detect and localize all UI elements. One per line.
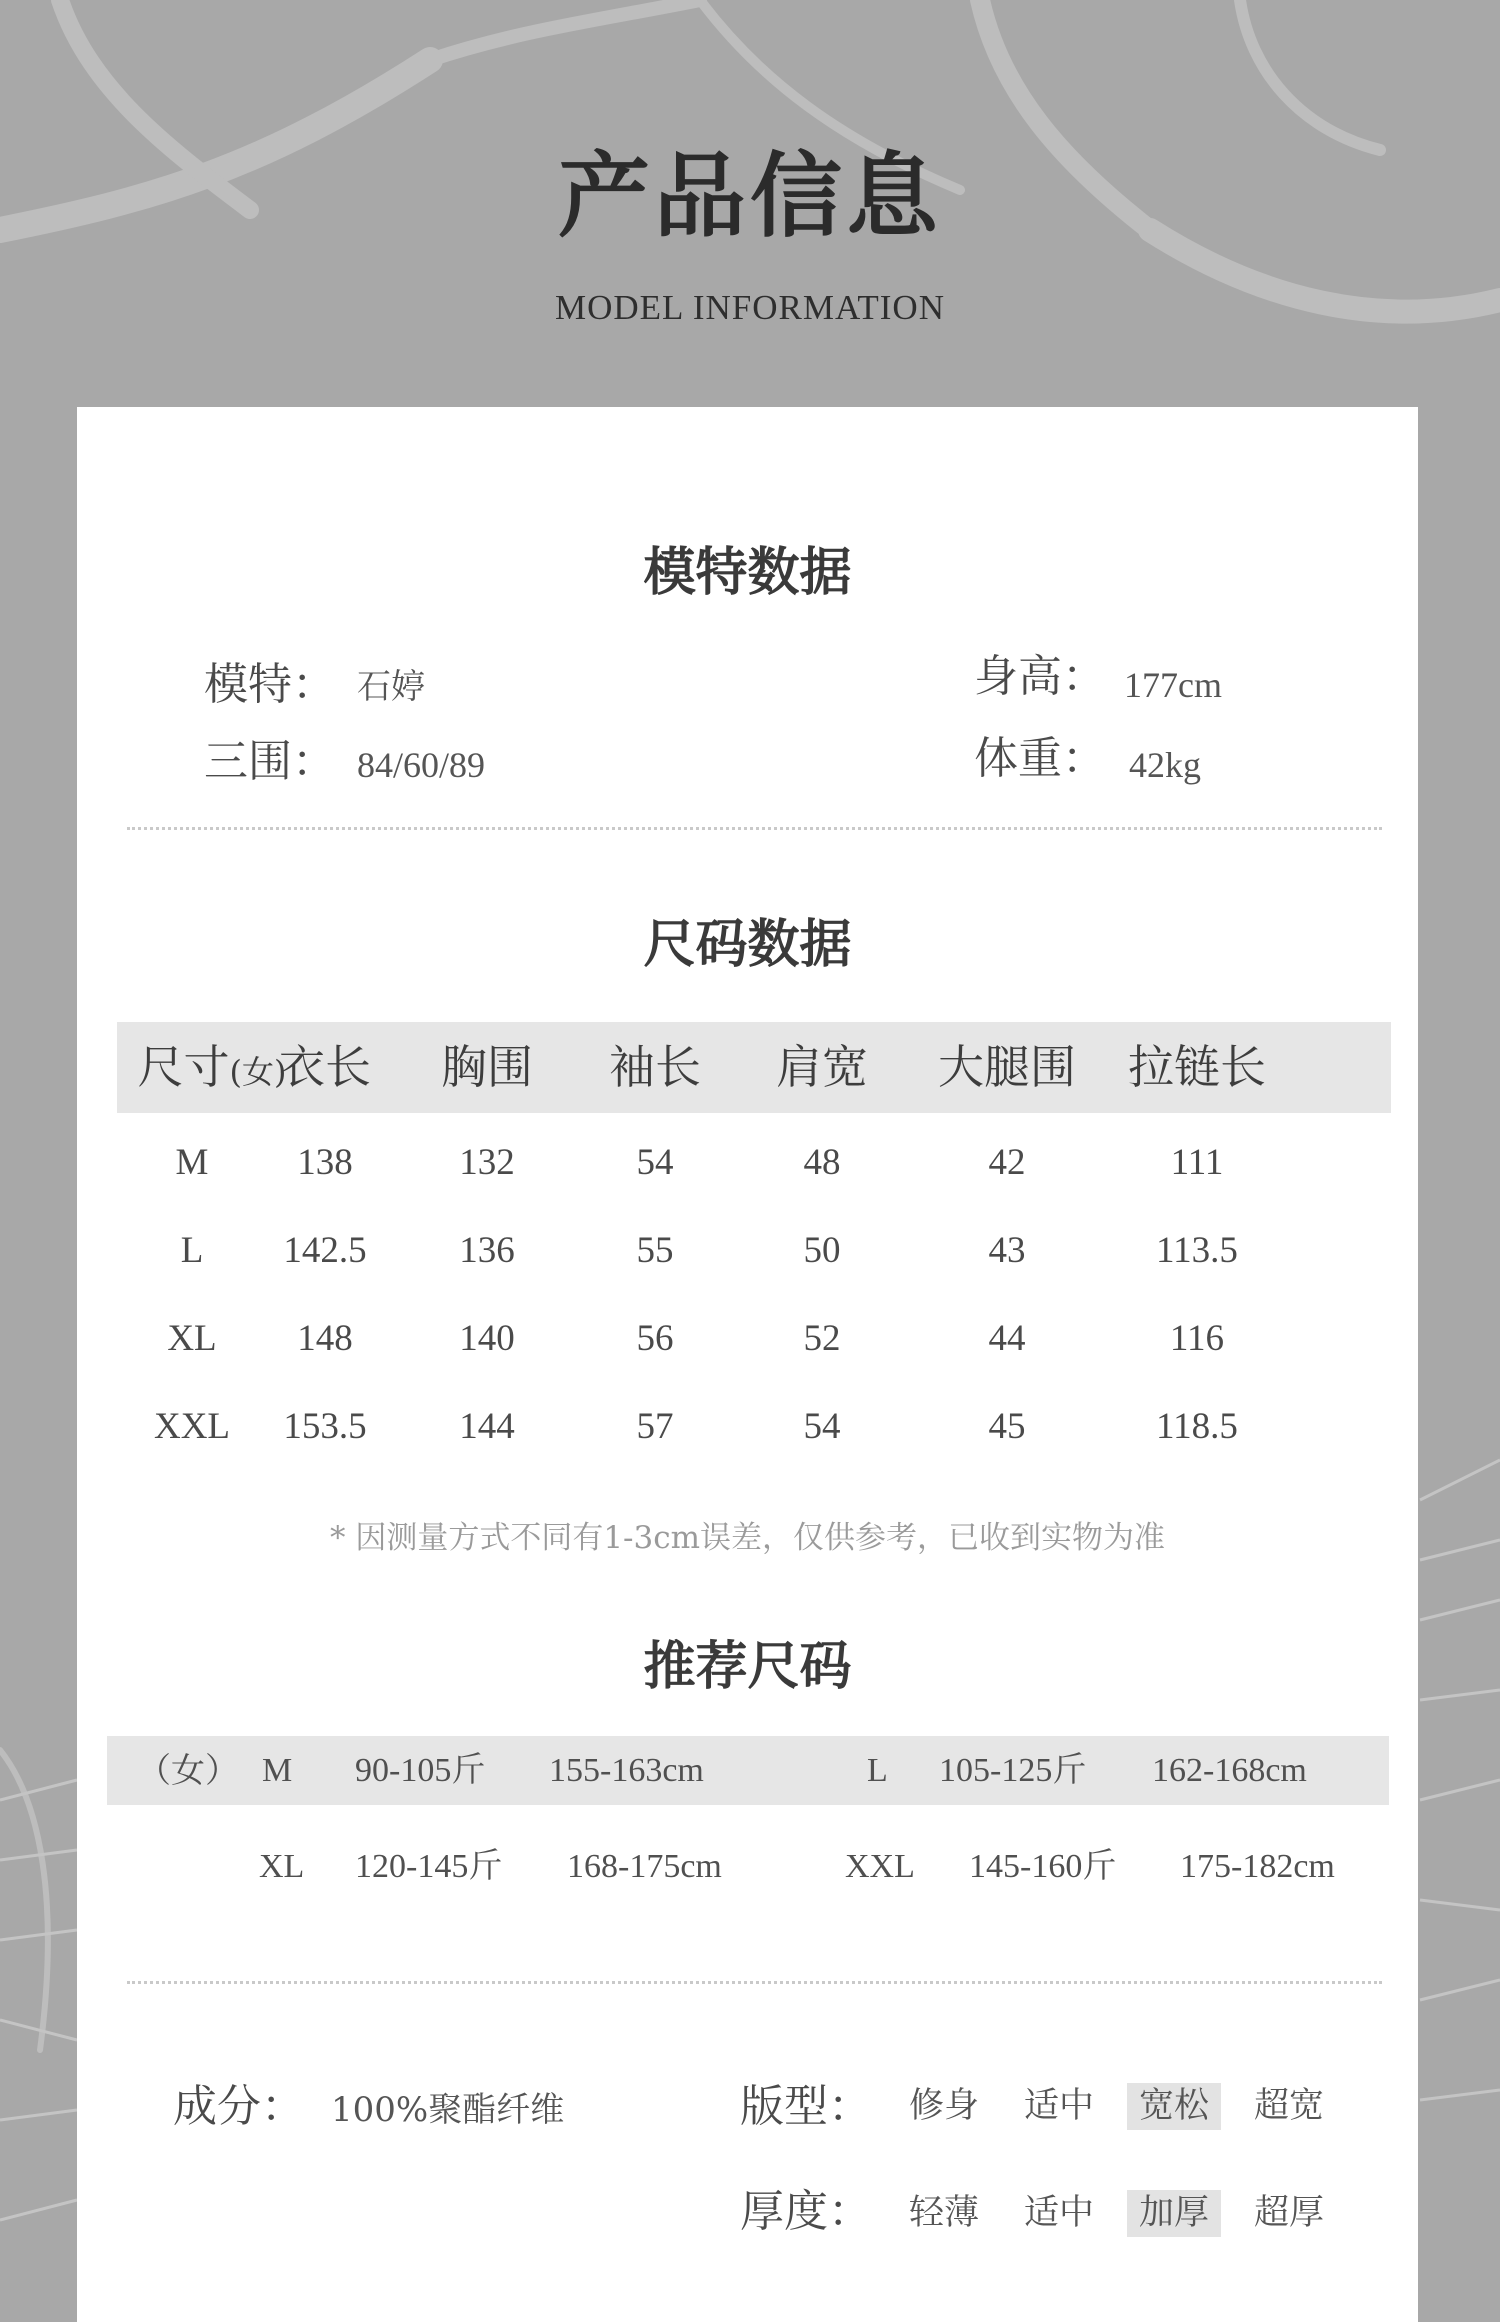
cell-shoulder: 54: [803, 1406, 841, 1447]
cell-thigh: 43: [988, 1230, 1026, 1271]
cell-sleeve: 56: [636, 1318, 674, 1359]
thickness-option: 轻薄: [909, 2193, 980, 2233]
divider: [127, 827, 1382, 830]
rec-size: XL: [259, 1848, 305, 1885]
measurements-value: 84/60/89: [357, 745, 486, 785]
cell-shoulder: 50: [803, 1230, 841, 1271]
fit-option-selected: 宽松: [1127, 2083, 1221, 2130]
rec-height: 168-175cm: [567, 1848, 722, 1885]
thickness-option: 适中: [1024, 2193, 1095, 2233]
header-length: 衣长: [279, 1040, 371, 1094]
table-row: [117, 1397, 1391, 1457]
cell-shoulder: 48: [803, 1142, 841, 1183]
cell-zipper: 116: [1169, 1318, 1225, 1359]
size-section-title: 尺码数据: [643, 914, 852, 975]
fit-label: 版型：: [740, 2081, 872, 2132]
cell-size: XL: [167, 1318, 217, 1359]
thickness-option-selected: 加厚: [1127, 2190, 1221, 2237]
table-row: [117, 1221, 1391, 1281]
cell-chest: 140: [459, 1318, 515, 1359]
cell-length: 142.5: [283, 1230, 367, 1271]
rec-height: 162-168cm: [1152, 1752, 1307, 1789]
recommend-section-title: 推荐尺码: [643, 1636, 852, 1697]
cell-sleeve: 55: [636, 1230, 674, 1271]
material-value: 100%聚酯纤维: [331, 2090, 565, 2130]
cell-sleeve: 54: [636, 1142, 674, 1183]
info-card: [77, 407, 1418, 2322]
cell-chest: 132: [459, 1142, 515, 1183]
divider: [127, 1981, 1382, 1984]
header-thigh: 大腿围: [938, 1040, 1076, 1094]
cell-size: L: [180, 1230, 204, 1271]
header-size: 尺寸(女): [137, 1040, 287, 1094]
cell-chest: 136: [459, 1230, 515, 1271]
cell-zipper: 118.5: [1156, 1406, 1238, 1447]
cell-length: 138: [297, 1142, 353, 1183]
rec-height: 175-182cm: [1180, 1848, 1335, 1885]
cell-size: M: [175, 1142, 209, 1183]
rec-size: L: [867, 1752, 888, 1789]
height-value: 177cm: [1124, 665, 1222, 705]
cell-size: XXL: [153, 1406, 231, 1447]
page-title: 产品信息: [557, 142, 942, 250]
table-row: [117, 1309, 1391, 1369]
rec-height: 155-163cm: [549, 1752, 704, 1789]
cell-zipper: 111: [1170, 1142, 1224, 1183]
cell-shoulder: 52: [803, 1318, 841, 1359]
thickness-label: 厚度：: [740, 2186, 872, 2237]
material-label: 成分：: [173, 2081, 305, 2132]
height-label: 身高：: [974, 651, 1106, 702]
rec-size: M: [262, 1752, 293, 1789]
header-chest: 胸围: [441, 1040, 533, 1094]
header-shoulder: 肩宽: [776, 1040, 868, 1094]
cell-length: 148: [297, 1318, 353, 1359]
cell-zipper: 113.5: [1156, 1230, 1238, 1271]
header-zipper: 拉链长: [1128, 1040, 1266, 1094]
cell-thigh: 45: [988, 1406, 1026, 1447]
page-subtitle: MODEL INFORMATION: [554, 288, 945, 327]
rec-size: XXL: [845, 1848, 915, 1885]
cell-thigh: 44: [988, 1318, 1026, 1359]
cell-thigh: 42: [988, 1142, 1026, 1183]
model-value: 石婷: [357, 667, 425, 707]
rec-weight: 145-160斤: [969, 1848, 1117, 1885]
rec-weight: 105-125斤: [939, 1752, 1087, 1789]
weight-value: 42kg: [1129, 745, 1201, 785]
rec-weight: 90-105斤: [355, 1752, 486, 1789]
measurement-note: * 因测量方式不同有1-3cm误差，仅供参考，已收到实物为准: [329, 1520, 1166, 1556]
model-label: 模特：: [204, 659, 336, 710]
cell-sleeve: 57: [636, 1406, 674, 1447]
recommend-gender: （女）: [137, 1751, 239, 1791]
weight-label: 体重：: [974, 733, 1106, 784]
header-sleeve: 袖长: [609, 1040, 701, 1094]
cell-length: 153.5: [283, 1406, 367, 1447]
fit-option: 超宽: [1254, 2086, 1325, 2126]
table-row: [117, 1133, 1391, 1193]
fit-option: 适中: [1024, 2086, 1095, 2126]
cell-chest: 144: [459, 1406, 515, 1447]
rec-weight: 120-145斤: [355, 1848, 503, 1885]
thickness-option: 超厚: [1254, 2193, 1325, 2233]
measurements-label: 三围：: [204, 736, 336, 787]
model-section-title: 模特数据: [643, 542, 852, 603]
size-table-header: [117, 1022, 1391, 1113]
fit-option: 修身: [909, 2086, 980, 2126]
